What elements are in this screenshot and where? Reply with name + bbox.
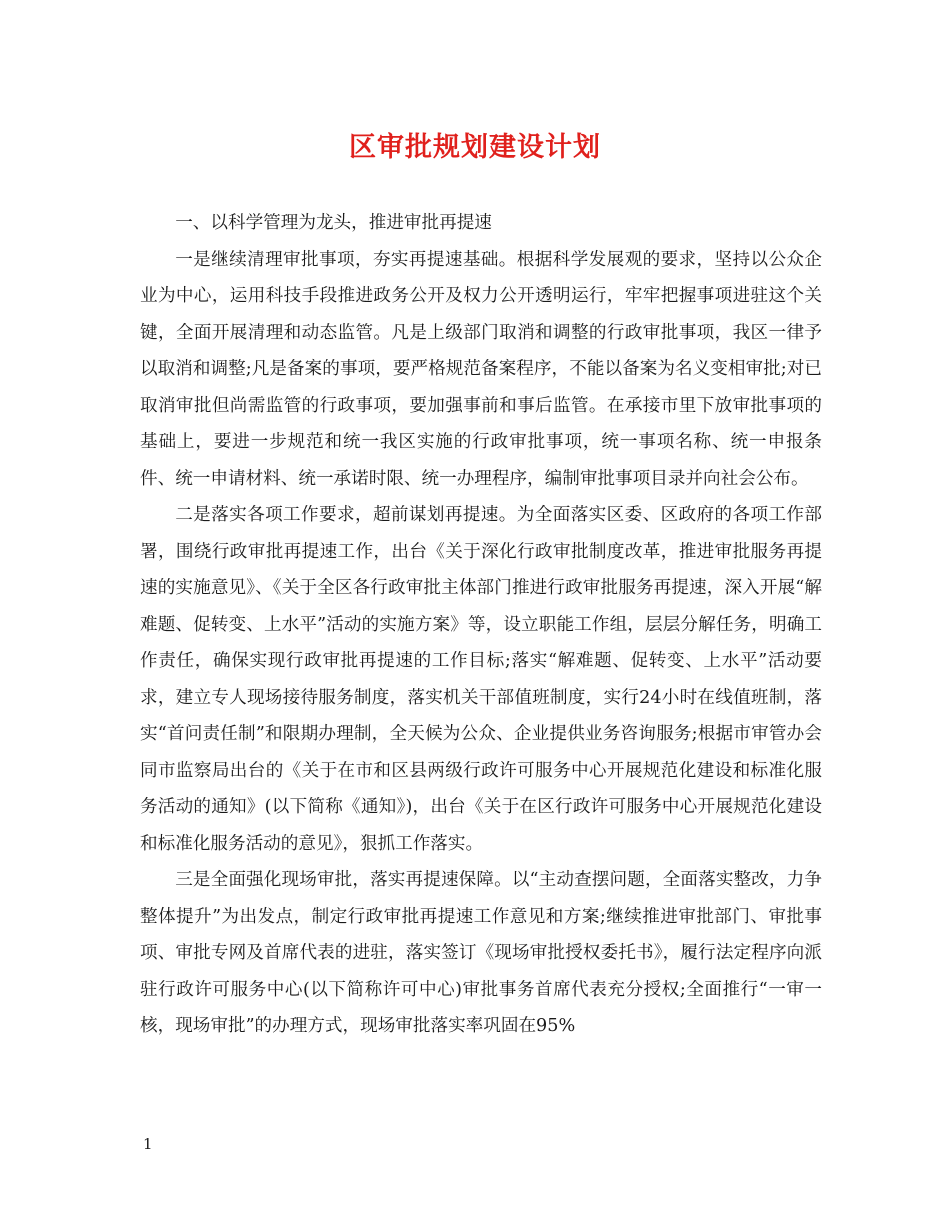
paragraph: 二是落实各项工作要求，超前谋划再提速。为全面落实区委、区政府的各项工作部署，围绕行政审批再提速工作，出台《关于深化行政审批制度改革，推进审批服务再提速的实施意见》、《关于全区各行政审批主体部门推进行政审批服务再提速，深入开展“解难题、促转变、上水平”活动的实施方案》等，设立职能工作组，层层分解任务，明确工作责任，确保实现行政审批再提速的工作目标;落实“解难题、促转变、上水平”活动要求，建立专人现场接待服务制度，落实机关干部值班制度，实行24小时在线值班制，落实“首问责任制”和限期办理制，全天候为公众、企业提供业务咨询服务;根据市审管办会同市监察局出台的《关于在市和区县两级行政许可服务中心开展规范化建设和标准化服务活动的通知》(以下简称《通知》)，出台《关于在区行政许可服务中心开展规范化建设和标准化服务活动的意见》，狠抓工作落实。 <box>140 505 822 854</box>
paragraph: 三是全面强化现场审批，落实再提速保障。以“主动查摆问题，全面落实整改，力争整体提升”为出发点，制定行政审批再提速工作意见和方案;继续推进审批部门、审批事项、审批专网及首席代表的进驻，落实签订《现场审批授权委托书》，履行法定程序向派驻行政许可服务中心(以下简称许可中心)审批事务首席代表充分授权;全面推行“一审一核，现场审批”的办理方式，现场审批落实率巩固在95% <box>140 870 822 1036</box>
page-number: 1 <box>143 1135 153 1153</box>
document-title: 区审批规划建设计划 <box>349 132 601 163</box>
paragraph: 一是继续清理审批事项，夯实再提速基础。根据科学发展观的要求，坚持以公众企业为中心，运用科技手段推进政务公开及权力公开透明运行，牢牢把握事项进驻这个关键，全面开展清理和动态监管。凡是上级部门取消和调整的行政审批事项，我区一律予以取消和调整;凡是备案的事项，要严格规范备案程序，不能以备案为名义变相审批;对已取消审批但尚需监管的行政事项，要加强事前和事后监管。在承接市里下放审批事项的基础上，要进一步规范和统一我区实施的行政审批事项，统一事项名称、统一申报条件、统一申请材料、统一承诺时限、统一办理程序，编制审批事项目录并向社会公布。 <box>140 249 822 489</box>
section-heading: 一、以科学管理为龙头，推进审批再提速 <box>175 213 492 233</box>
document-body <box>140 205 822 1045</box>
